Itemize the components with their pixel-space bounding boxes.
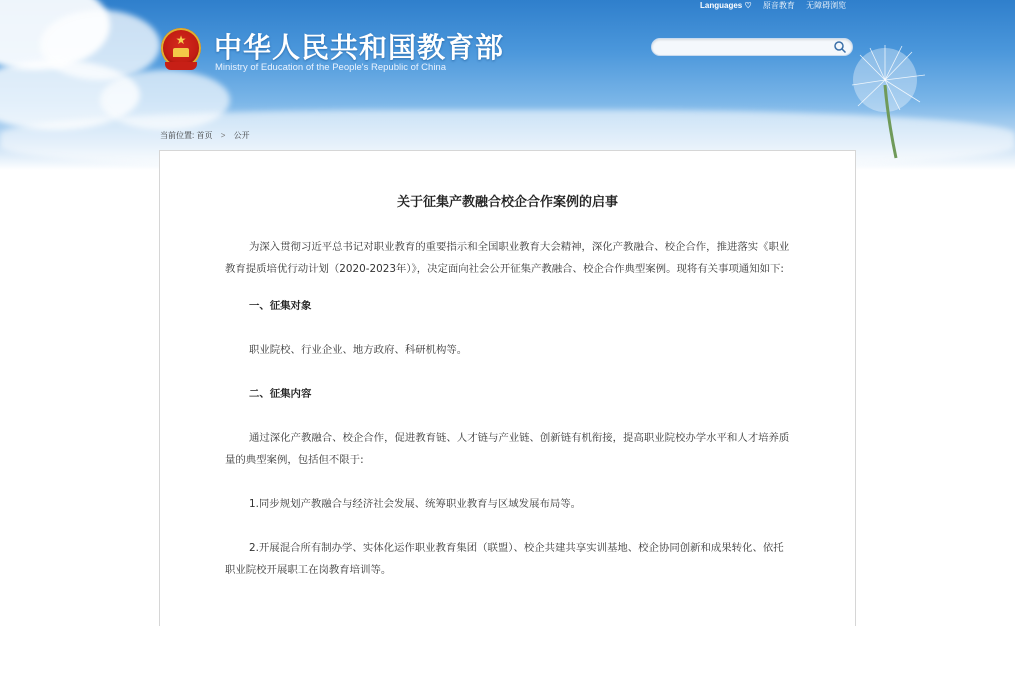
section-heading: 一、征集对象 bbox=[249, 300, 312, 312]
article-paragraph: 2.开展混合所有制办学、实体化运作职业教育集团（联盟）、校企共建共享实训基地、校企协同创新和成果转化、依托职业院校开展职工在岗教育培训等。 bbox=[225, 542, 784, 576]
article-paragraph: 通过深化产教融合、校企合作，促进教育链、人才链与产业链、创新链有机衔接，提高职业院校办学水平和人才培养质量的典型案例，包括但不限于: bbox=[225, 432, 790, 466]
ministry-name-cn: 中华人民共和国教育部 bbox=[214, 31, 505, 64]
article-paragraph: 为深入贯彻习近平总书记对职业教育的重要指示和全国职业教育大会精神，深化产教融合、校企合作，推进落实《职业教育提质培优行动计划（2020-2023年）》，决定面向社会公开征集产教融合、校企合作典型案例。现将有关事项通知如下: bbox=[225, 241, 790, 275]
article-body bbox=[225, 236, 790, 581]
top-links bbox=[700, 0, 855, 11]
breadcrumb bbox=[160, 130, 250, 141]
languages-link[interactable]: Languages ♡ bbox=[700, 1, 752, 10]
article-paragraph: 1.同步规划产教融合与经济社会发展、统筹职业教育与区域发展布局等。 bbox=[249, 498, 582, 510]
national-emblem-logo[interactable]: ★ bbox=[161, 28, 201, 68]
article-title: 关于征集产教融合校企合作案例的启事 bbox=[396, 195, 618, 210]
dandelion-decoration bbox=[840, 40, 940, 160]
ministry-name-en: Ministry of Education of the People's Republic of China bbox=[215, 62, 446, 73]
breadcrumb-label: 当前位置: bbox=[160, 131, 195, 140]
search-input[interactable] bbox=[651, 38, 853, 56]
accessibility-link[interactable]: 无障碍浏览 bbox=[806, 1, 847, 10]
breadcrumb-current-link[interactable]: 公开 bbox=[233, 131, 250, 140]
audio-education-link[interactable]: 原音教育 bbox=[762, 1, 795, 10]
article-panel bbox=[159, 150, 856, 626]
header-banner bbox=[0, 0, 1015, 170]
article-paragraph: 职业院校、行业企业、地方政府、科研机构等。 bbox=[249, 344, 468, 356]
breadcrumb-separator: > bbox=[220, 131, 226, 140]
section-heading: 二、征集内容 bbox=[249, 388, 312, 400]
search-icon[interactable] bbox=[833, 40, 847, 54]
breadcrumb-home-link[interactable]: 首页 bbox=[196, 131, 213, 140]
